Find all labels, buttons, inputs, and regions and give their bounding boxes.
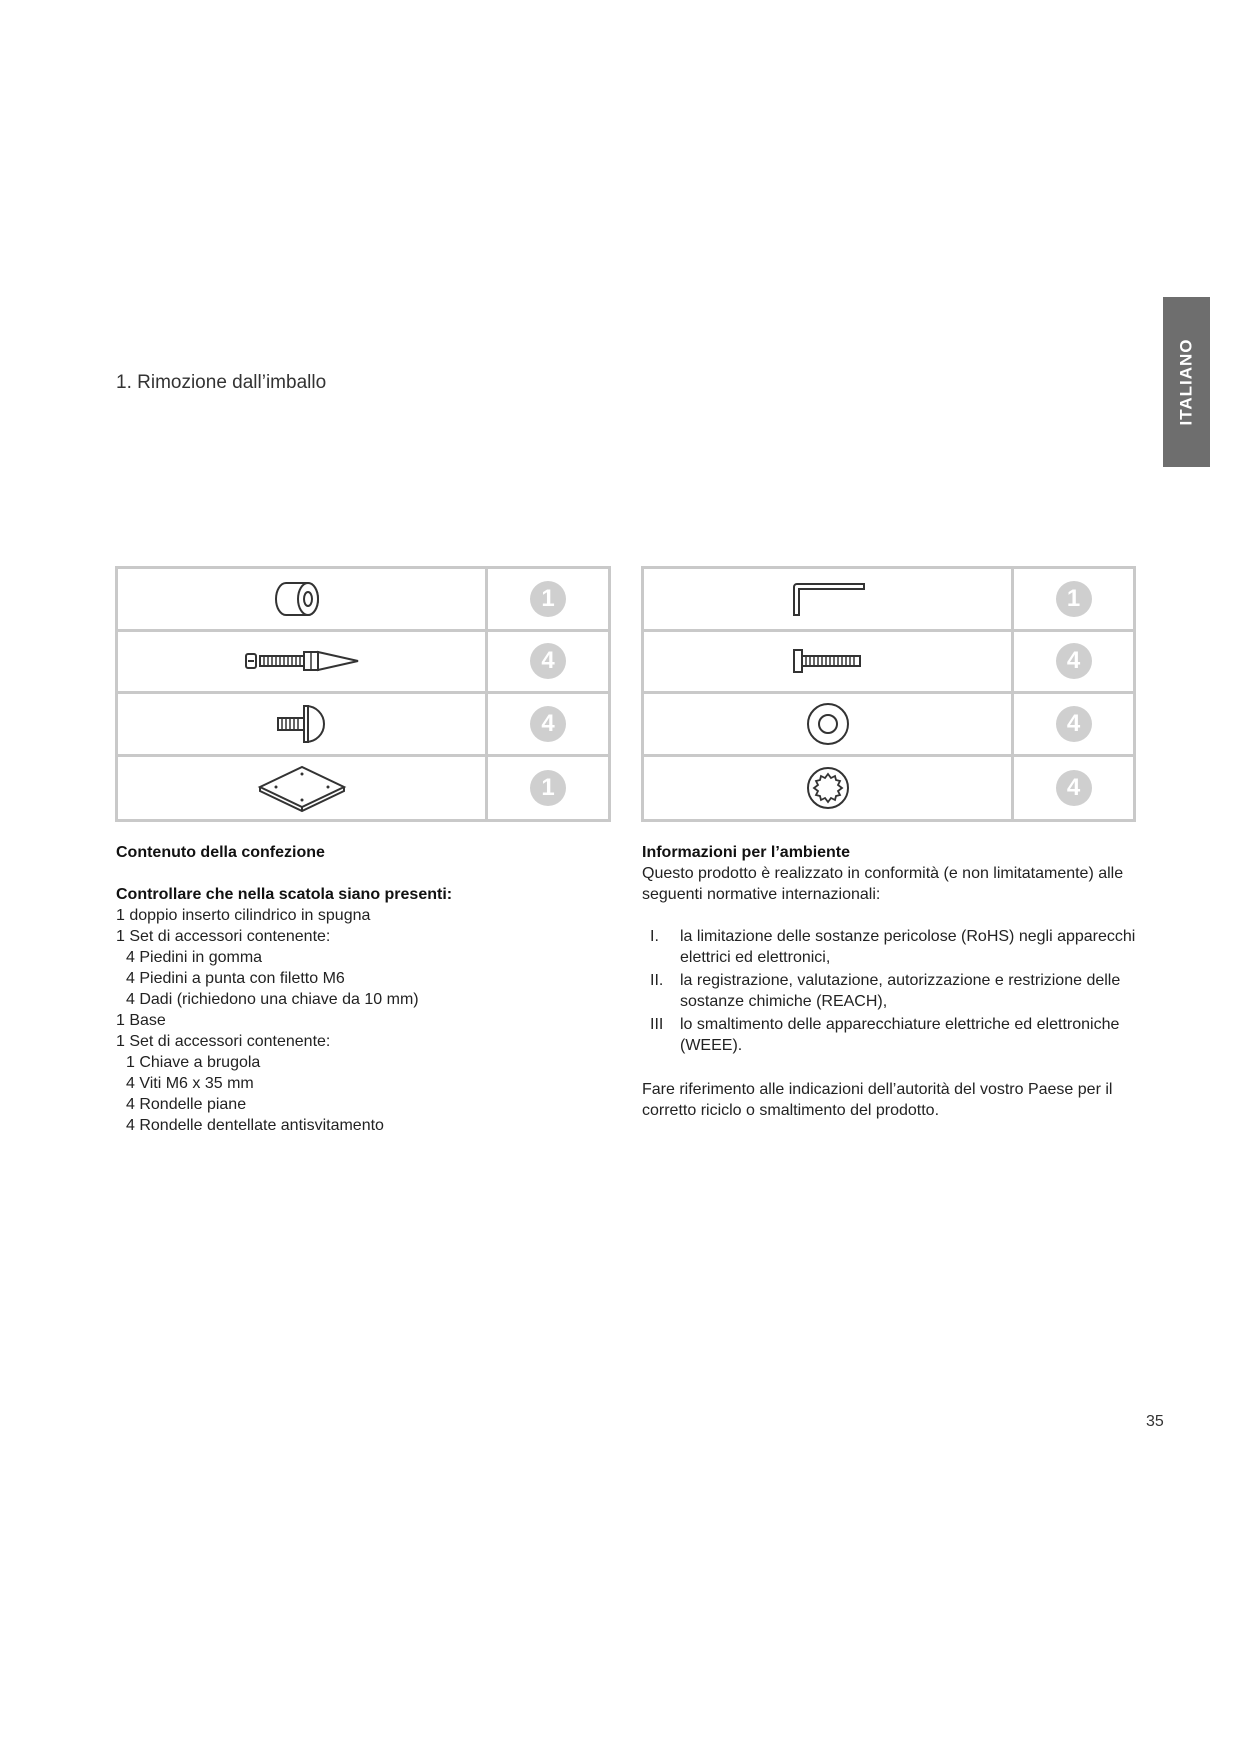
qty-badge: 4: [530, 706, 566, 742]
foam-insert-icon: [272, 577, 332, 621]
qty-cell: [488, 632, 608, 695]
screw-icon: [790, 646, 866, 676]
qty-cell: [1014, 694, 1133, 757]
qty-badge: 4: [1056, 770, 1092, 806]
qty-badge: 1: [530, 581, 566, 617]
contents-heading: Contenuto della confezione: [116, 844, 325, 861]
qty-cell: [488, 569, 608, 632]
qty-badge: 4: [1056, 706, 1092, 742]
regulation-text: la limitazione delle sostanze pericolose (RoHS) negli apparecchi elettrici ed elettronici,: [680, 928, 1136, 966]
parts-table-left: [115, 566, 611, 822]
qty-badge: 1: [1056, 581, 1092, 617]
contents-line: 1 Chiave a brugola: [126, 1054, 261, 1071]
part-cell: [644, 694, 1014, 757]
contents-line: 4 Viti M6 x 35 mm: [126, 1075, 254, 1092]
environment-footer: Fare riferimento alle indicazioni dell’autorità del vostro Paese per il corretto riciclo o smaltimento del prodotto.: [642, 1081, 1113, 1119]
contents-line: 4 Piedini a punta con filetto M6: [126, 970, 345, 987]
regulation-number: II.: [650, 972, 664, 989]
qty-cell: [1014, 569, 1133, 632]
qty-badge: 4: [1056, 643, 1092, 679]
base-plate-icon: [254, 763, 350, 813]
contents-line: 4 Rondelle piane: [126, 1096, 247, 1113]
qty-cell: [488, 757, 608, 820]
regulation-item: [642, 970, 1152, 1012]
regulation-number: I.: [650, 928, 659, 945]
regulations-list: [642, 926, 1152, 1056]
contents-line: 1 Base: [116, 1012, 166, 1029]
rubber-foot-icon: [272, 702, 332, 746]
lock-washer-icon: [805, 765, 851, 811]
part-cell: [118, 694, 488, 757]
contents-line: 4 Dadi (richiedono una chiave da 10 mm): [126, 991, 419, 1008]
section-title: 1. Rimozione dall’imballo: [116, 372, 327, 393]
contents-line: 1 Set di accessori contenente:: [116, 928, 331, 945]
part-cell: [118, 632, 488, 695]
regulation-number: III: [650, 1016, 664, 1033]
regulation-text: la registrazione, valutazione, autorizzazione e restrizione delle sostanze chimiche (REACH),: [680, 972, 1121, 1010]
language-tab: [1163, 297, 1210, 467]
regulation-item: [642, 1014, 1152, 1056]
part-cell: [644, 569, 1014, 632]
part-cell: [644, 757, 1014, 820]
environment-column: [642, 842, 1152, 1121]
regulation-item: [642, 926, 1152, 968]
part-cell: [118, 757, 488, 820]
page-number: 35: [1146, 1413, 1164, 1430]
qty-cell: [1014, 757, 1133, 820]
qty-badge: 1: [530, 770, 566, 806]
environment-heading: Informazioni per l’ambiente: [642, 844, 851, 861]
flat-washer-icon: [805, 701, 851, 747]
language-tab-label: ITALIANO: [1176, 338, 1196, 426]
contents-line: 4 Piedini in gomma: [126, 949, 263, 966]
allen-key-icon: [788, 581, 868, 617]
spike-foot-icon: [242, 646, 362, 676]
qty-badge: 4: [530, 643, 566, 679]
environment-intro: Questo prodotto è realizzato in conformità (e non limitatamente) alle seguenti normative internazionali:: [642, 865, 1124, 903]
contents-line: 1 doppio inserto cilindrico in spugna: [116, 907, 371, 924]
regulation-text: lo smaltimento delle apparecchiature elettriche ed elettroniche (WEEE).: [680, 1016, 1120, 1054]
contents-line: 4 Rondelle dentellate antisvitamento: [126, 1117, 384, 1134]
part-cell: [118, 569, 488, 632]
contents-subheading: Controllare che nella scatola siano presenti:: [116, 886, 453, 903]
part-cell: [644, 632, 1014, 695]
contents-column: [116, 842, 606, 1136]
qty-cell: [1014, 632, 1133, 695]
parts-table-right: [641, 566, 1136, 822]
contents-line: 1 Set di accessori contenente:: [116, 1033, 331, 1050]
qty-cell: [488, 694, 608, 757]
